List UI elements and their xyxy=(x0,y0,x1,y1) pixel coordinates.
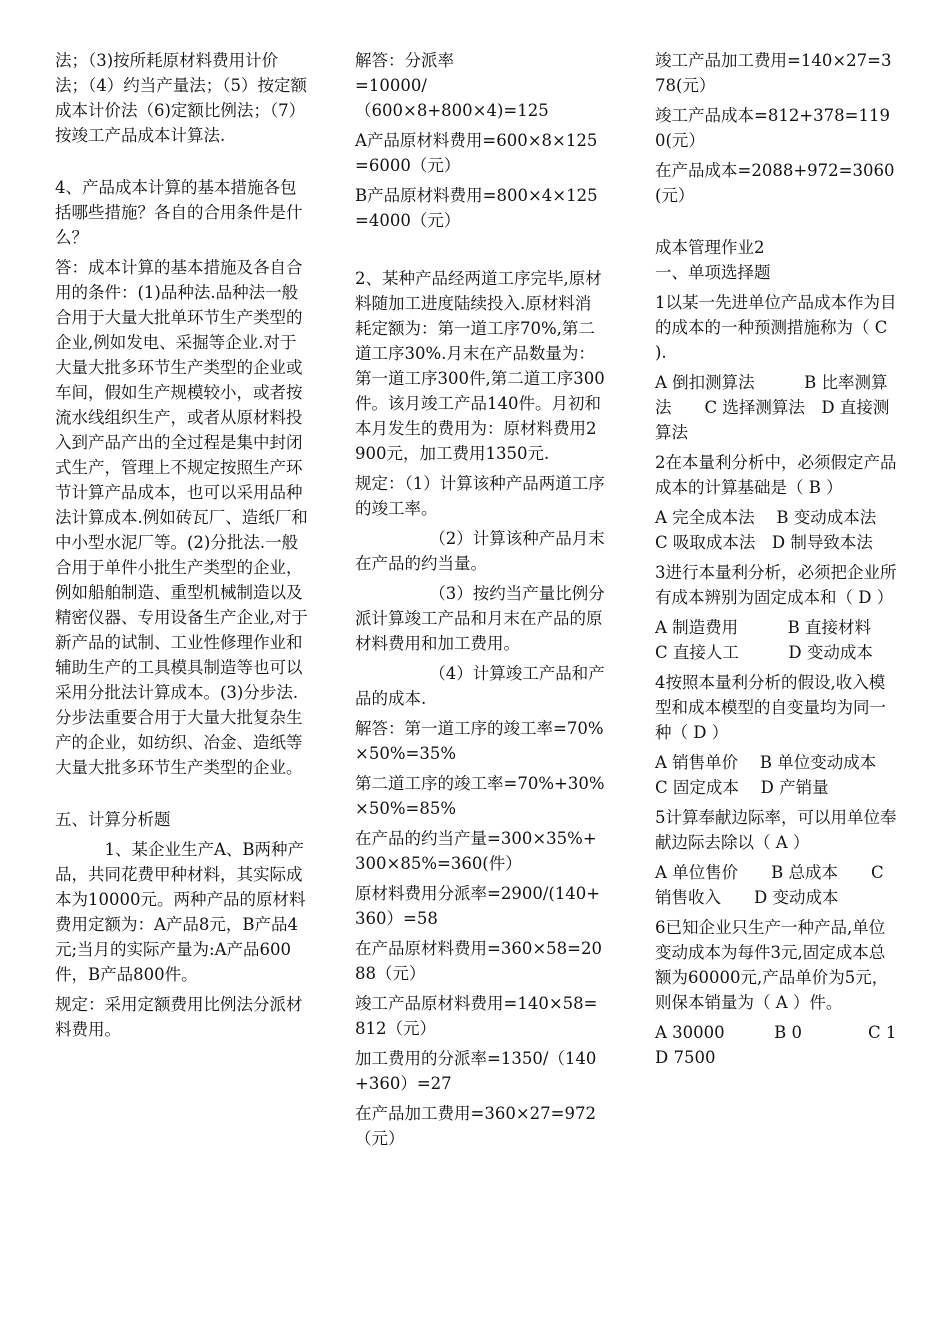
mcq-2-question: 2在本量利分析中，必须假定产品成本的计算基础是（ B ） xyxy=(655,453,897,497)
question-4: 4、产品成本计算的基本措施各包括哪些措施？各自的合用条件是什么？ xyxy=(55,178,303,247)
solution-2-step5: 在产品原材料费用=360×58=2088（元） xyxy=(355,939,602,983)
section-heading-mcq: 一、单项选择题 xyxy=(655,263,771,282)
solution-2-step9: 竣工产品加工费用=140×27=378(元） xyxy=(655,51,892,95)
solution-2-step7: 加工费用的分派率=1350/（140+360）=27 xyxy=(355,1049,597,1093)
mcq-1-options: A 倒扣测算法 B 比率测算法 C 选择测算法 D 直接测算法 xyxy=(655,373,890,442)
column-left xyxy=(55,48,310,1047)
mcq-1-question: 1以某一先进单位产品成本作为目的成本的一种预测措施称为（ C ). xyxy=(655,293,897,362)
solution-1-line1: 解答：分派率 xyxy=(355,51,454,70)
spacer xyxy=(655,213,900,235)
solution-1-product-b: B产品原材料费用=800×4×125=4000（元） xyxy=(355,186,598,230)
mcq-2-options: A 完全成本法 B 变动成本法 C 吸取成本法 D 制导致本法 xyxy=(655,508,910,552)
solution-1-line2: =10000/ xyxy=(355,76,427,95)
spacer xyxy=(55,785,310,807)
paragraph-methods-tail: 法；（3)按所耗原材料费用计价法；（4）约当产量法；（5）按定额成本计价法（6)定额比例法；（7）按竣工产品成本计算法. xyxy=(55,51,307,145)
solution-2-step2: 第二道工序的竣工率=70%+30%×50%=85% xyxy=(355,774,605,818)
problem-2-req-3: （3）按约当产量比例分派计算竣工产品和月末在产品的原材料费用和加工费用。 xyxy=(355,584,605,653)
problem-2-req-1: 规定：（1）计算该种产品两道工序的竣工率。 xyxy=(355,474,605,518)
column-middle xyxy=(355,48,605,1156)
solution-2-step10: 竣工产品成本=812+378=1190(元） xyxy=(655,106,890,150)
problem-2: 2、某种产品经两道工序完毕,原材料随加工进度陆续投入.原材料消耗定额为：第一道工序70%,第二道工序30%.月末在产品数量为：第一道工序300件,第二道工序300件。该月竣工产品140件。月初和本月发生的费用为：原材料费用2900元，加工费用1350元. xyxy=(355,269,605,463)
problem-1-requirement: 规定：采用定额费用比例法分派材料费用。 xyxy=(55,995,303,1039)
mcq-6-question: 6已知企业只生产一种产品,单位变动成本为每件3元,固定成本总额为60000元,产品单价为5元，则保本销量为（ A ）件。 xyxy=(655,918,889,1012)
solution-2-step8: 在产品加工费用=360×27=972（元） xyxy=(355,1104,596,1148)
spacer xyxy=(55,153,310,175)
mcq-4-options: A 销售单价 B 单位变动成本 C 固定成本 D 产销量 xyxy=(655,753,899,797)
spacer xyxy=(355,238,605,266)
solution-2-step1: 解答：第一道工序的竣工率=70%×50%=35% xyxy=(355,719,604,763)
problem-2-req-4: （4）计算竣工产品和产品的成本. xyxy=(355,664,605,708)
mcq-3-question: 3进行本量利分析，必须把企业所有成本辨别为固定成本和（ D ） xyxy=(655,563,897,607)
mcq-3-options: A 制造费用 B 直接材料 C 直接人工 D 变动成本 xyxy=(655,618,921,662)
mcq-4-question: 4按照本量利分析的假设,收入模型和成本模型的自变量均为同一种（ D ） xyxy=(655,673,886,742)
column-right xyxy=(655,48,946,1075)
answer-4: 答：成本计算的基本措施及各自合用的条件：(1)品种法.品种法一般合用于大量大批单环节生产类型的企业,例如发电、采掘等企业.对于大量大批多环节生产类型的企业或车间，假如生产规模较小，或者按流水线组织生产，或者从原材料投入到产品产出的全过程是集中封闭式生产，管理上不规定按照生产环节计算产品成本，也可以采用品种法计算成本.例如砖瓦厂、造纸厂和中小型水泥厂等。(2)分批法.一般合用于单件小批生产类型的企业，例如船舶制造、重型机械制造以及精密仪器、专用设备生产企业,对于新产品的试制、工业性修理作业和辅助生产的工具模具制造等也可以采用分批法计算成本。(3)分步法.分步法重要合用于大量大批复杂生产的企业，如纺织、冶金、造纸等大量大批多环节生产类型的企业。 xyxy=(55,258,308,777)
solution-2-step6: 竣工产品原材料费用=140×58=812（元） xyxy=(355,994,598,1038)
mcq-6-options: A 30000 B 0 C 1 D 7500 xyxy=(655,1023,946,1067)
problem-1: 1、某企业生产A、B两种产品，共同花费甲种材料，其实际成本为10000元。两种产品的原材料费用定额为：A产品8元，B产品4元;当月的实际产量为:A产品600件，B产品800件。 xyxy=(55,840,306,984)
solution-2-step3: 在产品的约当产量=300×35%+300×85%=360(件） xyxy=(355,829,597,873)
section-heading-calc: 五、计算分析题 xyxy=(55,810,171,829)
problem-2-req-2: （2）计算该种产品月末在产品的约当量。 xyxy=(355,529,605,573)
solution-2-step11: 在产品成本=2088+972=3060(元） xyxy=(655,161,895,205)
mcq-5-options: A 单位售价 B 总成本 C 销售收入 D 变动成本 xyxy=(655,863,889,907)
assignment-title: 成本管理作业2 xyxy=(655,238,765,257)
solution-1-product-a: A产品原材料费用=600×8×125=6000（元） xyxy=(355,131,598,175)
solution-2-step4: 原材料费用分派率=2900/(140+360）=58 xyxy=(355,884,601,928)
solution-1-line3: （600×8+800×4)=125 xyxy=(355,101,549,120)
mcq-5-question: 5计算奉献边际率，可以用单位奉献边际去除以（ A ） xyxy=(655,808,897,852)
